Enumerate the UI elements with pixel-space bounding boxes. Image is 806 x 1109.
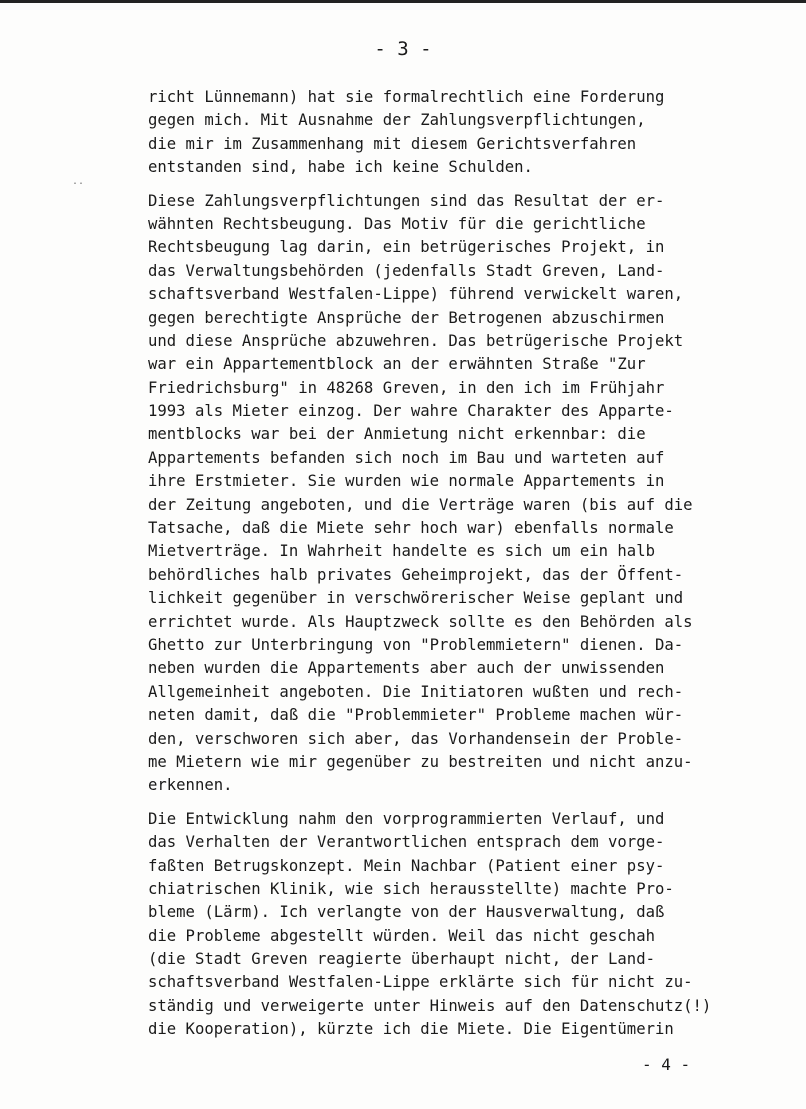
text-line: gegen mich. Mit Ausnahme der Zahlungsverpflichtungen, [148, 111, 646, 130]
text-line: Friedrichsburg" in 48268 Greven, in den ich im Frühjahr [148, 378, 665, 397]
next-page-indicator: - 4 - [642, 1055, 691, 1074]
text-line: Rechtsbeugung lag darin, ein betrügerisches Projekt, in [148, 238, 665, 257]
text-line: schaftsverband Westfalen-Lippe erklärte sich für nicht zu- [148, 973, 693, 992]
text-line: das Verwaltungsbehörden (jedenfalls Stadt Greven, Land- [148, 261, 665, 280]
text-line: bleme (Lärm). Ich verlangte von der Hausverwaltung, daß [148, 903, 665, 922]
text-line: das Verhalten der Verantwortlichen entsprach dem vorge- [148, 833, 665, 852]
text-line: me Mietern wie mir gegenüber zu bestreiten und nicht anzu- [148, 752, 693, 771]
text-line: faßten Betrugskonzept. Mein Nachbar (Patient einer psy- [148, 856, 665, 875]
text-line: Ghetto zur Unterbringung von "Problemmietern" dienen. Da- [148, 635, 684, 654]
text-line: neben wurden die Appartements aber auch der unwissenden [148, 659, 665, 678]
paragraph [148, 190, 748, 798]
page-number: - 3 - [374, 38, 432, 60]
text-line: mentblocks war bei der Anmietung nicht erkennbar: die [148, 425, 646, 444]
text-line: den, verschworen sich aber, das Vorhandensein der Proble- [148, 729, 684, 748]
text-line: 1993 als Mieter einzog. Der wahre Charakter des Apparte- [148, 402, 674, 421]
text-line: gegen berechtigte Ansprüche der Betrogenen abzuschirmen [148, 308, 665, 327]
text-line: lichkeit gegenüber in verschwörerischer Weise geplant und [148, 589, 684, 608]
paragraph [148, 86, 748, 180]
body-text [148, 86, 748, 1052]
text-line: Allgemeinheit angeboten. Die Initiatoren wußten und rech- [148, 682, 684, 701]
text-line: die Probleme abgestellt würden. Weil das nicht geschah [148, 926, 655, 945]
text-line: Die Entwicklung nahm den vorprogrammierten Verlauf, und [148, 809, 665, 828]
top-edge-rule [0, 0, 806, 3]
text-line: Mietverträge. In Wahrheit handelte es sich um ein halb [148, 542, 655, 561]
text-line: schaftsverband Westfalen-Lippe) führend verwickelt waren, [148, 285, 684, 304]
text-line: wähnten Rechtsbeugung. Das Motiv für die gerichtliche [148, 214, 646, 233]
text-line: errichtet wurde. Als Hauptzweck sollte es den Behörden als [148, 612, 693, 631]
text-line: die mir im Zusammenhang mit diesem Gerichtsverfahren [148, 134, 637, 153]
text-line: chiatrischen Klinik, wie sich herausstellte) machte Pro- [148, 879, 674, 898]
text-line: erkennen. [148, 776, 233, 795]
text-line: (die Stadt Greven reagierte überhaupt nicht, der Land- [148, 950, 655, 969]
text-line: die Kooperation), kürzte ich die Miete. Die Eigentümerin [148, 1020, 674, 1039]
text-line: Diese Zahlungsverpflichtungen sind das Resultat der er- [148, 191, 665, 210]
text-line: richt Lünnemann) hat sie formalrechtlich eine Forderung [148, 88, 665, 106]
paragraph [148, 808, 748, 1042]
text-line: behördliches halb privates Geheimprojekt, das der Öffent- [148, 565, 684, 584]
text-line: ständig und verweigerte unter Hinweis auf den Datenschutz(!) [148, 996, 712, 1015]
margin-mark: .. [72, 176, 85, 187]
text-line: ihre Erstmieter. Sie wurden wie normale Appartements in [148, 472, 665, 491]
text-line: der Zeitung angeboten, und die Verträge waren (bis auf die [148, 495, 693, 514]
text-line: Tatsache, daß die Miete sehr hoch war) ebenfalls normale [148, 519, 674, 538]
text-line: entstanden sind, habe ich keine Schulden. [148, 158, 533, 177]
text-line: war ein Appartementblock an der erwähnten Straße "Zur [148, 355, 646, 374]
text-line: Appartements befanden sich noch im Bau und warteten auf [148, 448, 665, 467]
text-line: neten damit, daß die "Problemmieter" Probleme machen wür- [148, 706, 684, 725]
text-line: und diese Ansprüche abzuwehren. Das betrügerische Projekt [148, 331, 684, 350]
